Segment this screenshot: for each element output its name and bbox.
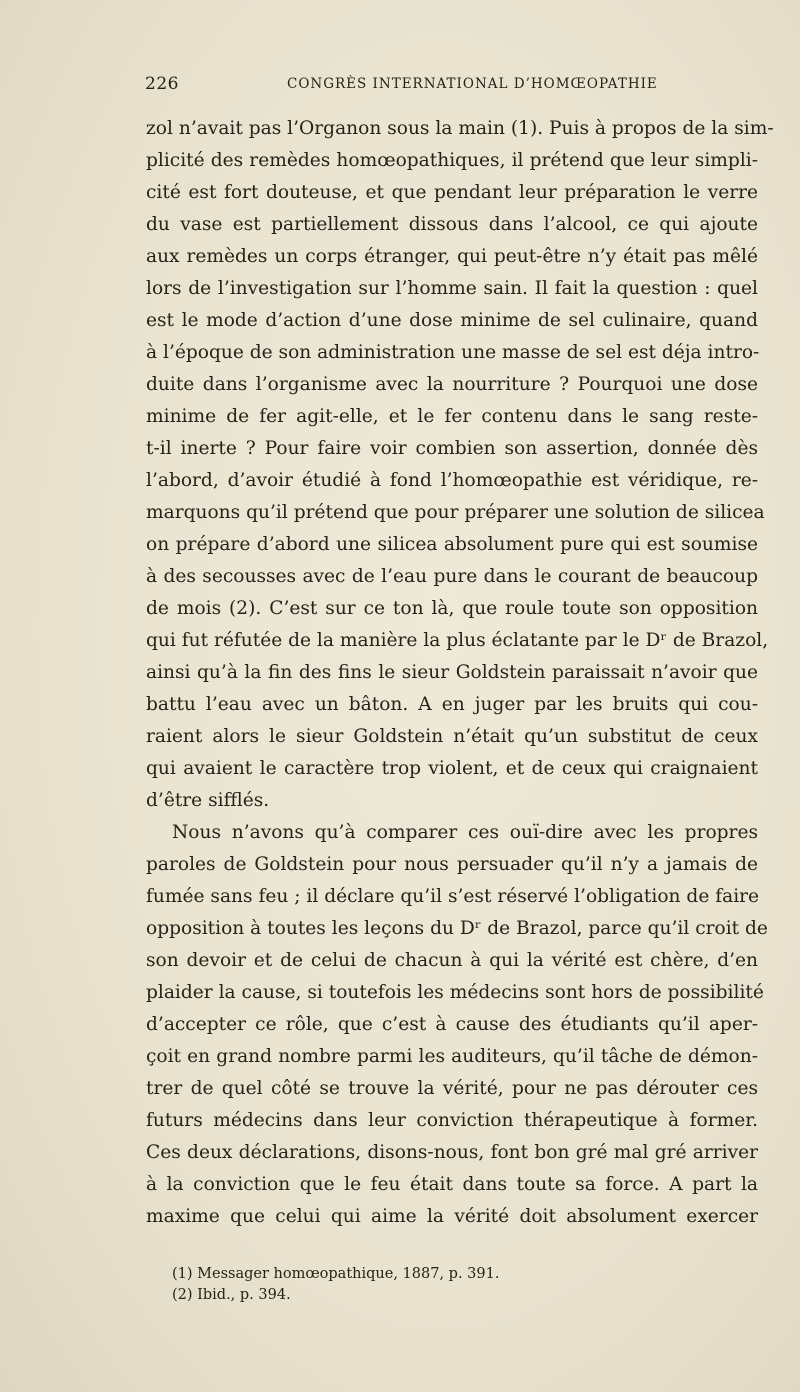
text-line: zol n’avait pas l’Organon sous la main (1). Puis à propos de la sim-: [146, 118, 774, 139]
text-line: à des secousses avec de l’eau pure dans le courant de beaucoup: [146, 566, 758, 587]
text-line: trer de quel côté se trouve la vérité, pour ne pas dérouter ces: [146, 1078, 758, 1099]
text-line: aux remèdes un corps étranger, qui peut-être n’y était pas mêlé: [146, 246, 758, 267]
text-line: on prépare d’abord une silicea absolument pure qui est soumise: [146, 534, 758, 555]
text-line: duite dans l’organisme avec la nourriture ? Pourquoi une dose: [146, 374, 758, 395]
text-line: fumée sans feu ; il déclare qu’il s’est réservé l’obligation de faire: [146, 886, 760, 907]
paragraph-last-line: d’être sifflés.: [146, 790, 270, 811]
text-line: çoit en grand nombre parmi les auditeurs, qu’il tâche de démon-: [146, 1046, 758, 1067]
footnote: (2) Ibid., p. 394.: [172, 1287, 291, 1303]
text-line: cité est fort douteuse, et que pendant leur préparation le verre: [146, 182, 758, 203]
text-line: marquons qu’il prétend que pour préparer une solution de silicea: [146, 502, 765, 523]
text-line: l’abord, d’avoir étudié à fond l’homœopathie est véridique, re-: [146, 470, 758, 491]
text-line: lors de l’investigation sur l’homme sain. Il fait la question : quel: [146, 278, 758, 299]
footnotes: [172, 1264, 672, 1306]
text-line: qui fut réfutée de la manière la plus éclatante par le Dʳ de Brazol,: [146, 630, 769, 651]
text-line: d’accepter ce rôle, que c’est à cause des étudiants qu’il aper-: [146, 1014, 758, 1035]
text-line: qui avaient le caractère trop violent, et de ceux qui craignaient: [146, 758, 758, 779]
running-title: CONGRÈS INTERNATIONAL D’HOMŒOPATHIE: [287, 76, 658, 92]
text-line: Ces deux déclarations, disons-nous, font bon gré mal gré arriver: [146, 1142, 758, 1163]
text-line: battu l’eau avec un bâton. A en juger par les bruits qui cou-: [146, 694, 758, 715]
page-number: 226: [145, 74, 179, 94]
text-line: de mois (2). C’est sur ce ton là, que roule toute son opposition: [146, 598, 758, 619]
text-line: minime de fer agit-elle, et le fer contenu dans le sang reste-: [146, 406, 758, 427]
text-line: futurs médecins dans leur conviction thérapeutique à former.: [146, 1110, 758, 1131]
text-line: son devoir et de celui de chacun à qui la vérité est chère, d’en: [146, 950, 758, 971]
text-line: du vase est partiellement dissous dans l’alcool, ce qui ajoute: [146, 214, 758, 235]
text-line: maxime que celui qui aime la vérité doit absolument exercer: [146, 1206, 758, 1227]
text-line: à l’époque de son administration une masse de sel est déja intro-: [146, 342, 760, 363]
text-line: opposition à toutes les leçons du Dʳ de Brazol, parce qu’il croit de: [146, 918, 768, 939]
text-line: t-il inerte ? Pour faire voir combien son assertion, donnée dès: [146, 438, 758, 459]
text-line: plicité des remèdes homœopathiques, il prétend que leur simpli-: [146, 150, 758, 171]
text-line: à la conviction que le feu était dans toute sa force. A part la: [146, 1174, 758, 1195]
text-line: ainsi qu’à la fin des fins le sieur Goldstein paraissait n’avoir que: [146, 662, 758, 683]
footnote: (1) Messager homœopathique, 1887, p. 391.: [172, 1266, 500, 1282]
text-line: paroles de Goldstein pour nous persuader qu’il n’y a jamais de: [146, 854, 758, 875]
text-line: raient alors le sieur Goldstein n’était qu’un substitut de ceux: [146, 726, 758, 747]
page-header: [145, 74, 658, 98]
text-line: plaider la cause, si toutefois les médecins sont hors de possibilité: [146, 982, 764, 1003]
text-line: est le mode d’action d’une dose minime de sel culinaire, quand: [146, 310, 758, 331]
body-text: [146, 113, 774, 1233]
paragraph-first-line: Nous n’avons qu’à comparer ces ouï-dire avec les propres: [172, 822, 758, 843]
